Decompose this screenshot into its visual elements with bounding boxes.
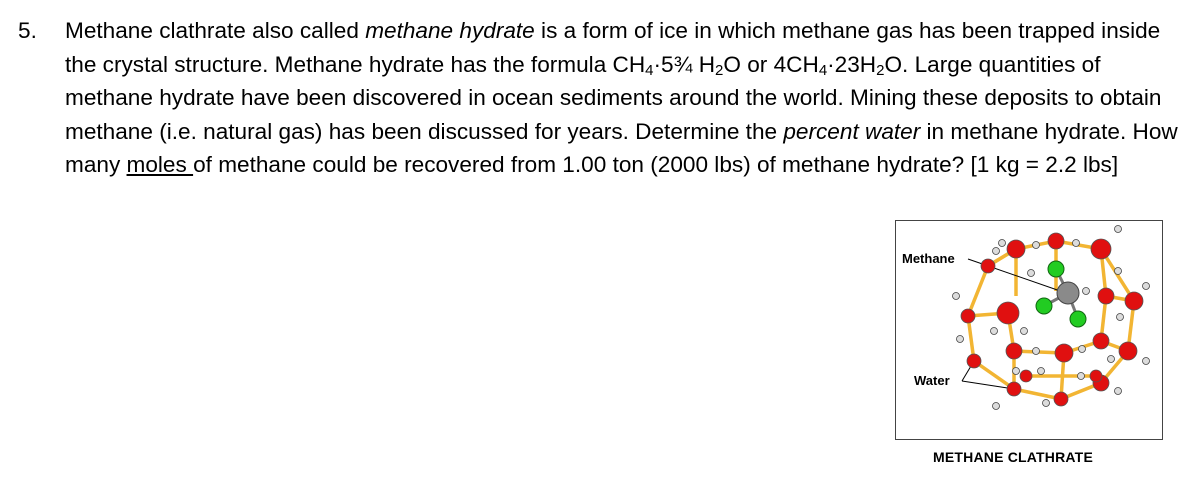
problem-text (65, 14, 1188, 182)
term-percent-water: percent water (783, 118, 921, 144)
problem-number: 5. (18, 18, 37, 43)
methane-hydrogen-atom (1070, 311, 1086, 327)
text-run: ·5¾ H (653, 51, 716, 77)
term-methane-hydrate: methane hydrate (365, 18, 535, 43)
text-run: in methane hydrate. How many (65, 118, 1178, 178)
methane-hydrogen-atom (1036, 298, 1052, 314)
text-run: of methane could be recovered from 1.00 ton (2000 lbs) of methane hydrate? [1 kg = 2.2 lbs] (193, 152, 1119, 178)
text-run: is a form of ice in which methane gas has been trapped inside the crystal structure. Methane hydrate has the formula CH (65, 18, 1161, 77)
text-run: O. Large quantities of methane hydrate have been discovered in ocean sediments around the world. Mining these deposits to obtain methane (i.e. natural gas) has been discussed for years. Determine the (65, 51, 1162, 144)
text-run: O or 4CH (723, 51, 819, 77)
subscript: 2 (715, 61, 724, 79)
methane-label: Methane (902, 251, 955, 266)
water-label: Water (914, 373, 950, 388)
text-run: ·23H (827, 51, 877, 77)
figure-caption: METHANE CLATHRATE (933, 449, 1093, 465)
water-oxygen-atoms (961, 233, 1143, 406)
methane-molecule (1036, 261, 1086, 327)
text-run: Methane clathrate also called (65, 18, 366, 43)
methane-carbon-atom (1057, 282, 1079, 304)
water-hydrogen-atoms (953, 226, 1150, 410)
methane-clathrate-figure (895, 220, 1163, 440)
problem-5 (18, 14, 1188, 182)
subscript: 2 (876, 61, 885, 79)
methane-hydrogen-atom (1048, 261, 1064, 277)
term-moles: moles (126, 152, 194, 178)
subscript: 4 (818, 61, 828, 79)
subscript: 4 (645, 61, 654, 79)
